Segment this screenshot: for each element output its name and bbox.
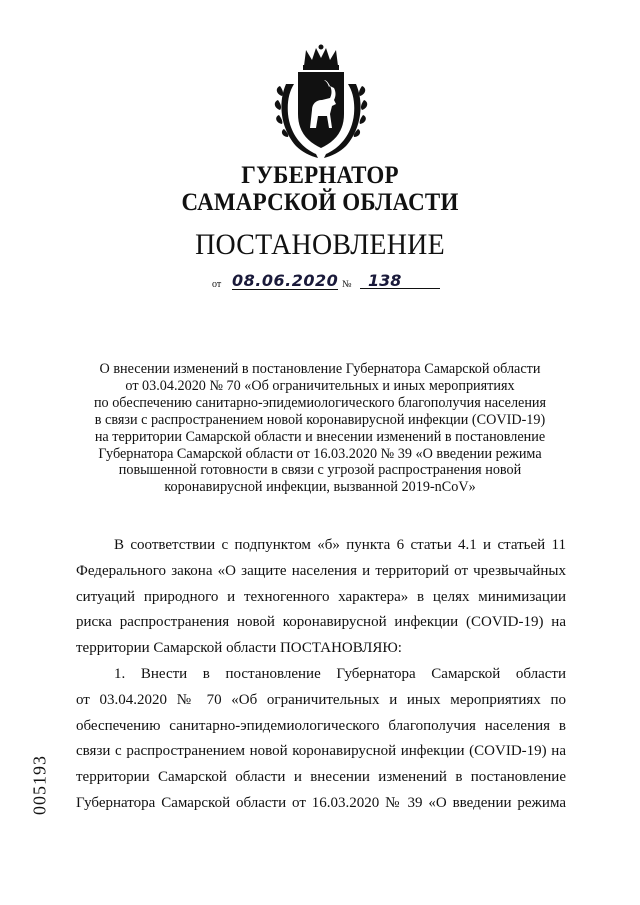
- document-body: [76, 533, 566, 817]
- document-number: 138: [360, 271, 440, 289]
- body-line: связи с распространением новой коронавирусной инфекции (COVID-19) на: [76, 743, 566, 760]
- body-line: 1. Внести в постановление Губернатора Самарской области: [114, 665, 566, 682]
- date-label: от: [212, 279, 222, 290]
- body-line: ситуаций природного и техногенного характера» в целях минимизации: [76, 588, 566, 605]
- document-subject: [60, 361, 580, 496]
- body-line: от 03.04.2020 № 70 «Об ограничительных и иных мероприятиях по: [76, 691, 566, 708]
- body-line: обеспечению санитарно-эпидемиологического благополучия населения в: [76, 717, 566, 734]
- body-line: территории Самарской области ПОСТАНОВЛЯЮ:: [76, 640, 402, 657]
- subject-line: на территории Самарской области и внесении изменений в постановление: [94, 428, 546, 445]
- date-number-line: [212, 271, 442, 295]
- body-line: Губернатора Самарской области от 16.03.2020 № 39 «О введении режима: [76, 794, 566, 811]
- number-label: №: [342, 279, 352, 290]
- subject-line: по обеспечению санитарно-эпидемиологического благополучия населения: [93, 394, 547, 411]
- subject-line: от 03.04.2020 № 70 «Об ограничительных и иных мероприятиях: [125, 377, 515, 394]
- document-date: 08.06.2020: [232, 271, 339, 290]
- subject-line: Губернатора Самарской области от 16.03.2020 № 39 «О введении режима: [98, 445, 542, 462]
- org-title-line2: САМАРСКОЙ ОБЛАСТИ: [181, 189, 459, 216]
- stamp-number: 005193: [29, 755, 50, 815]
- coat-of-arms-icon: [272, 44, 370, 160]
- subject-line: коронавирусной инфекции, вызванной 2019-nCoV»: [164, 479, 476, 496]
- body-line: территории Самарской области и внесении изменений в постановление: [76, 769, 566, 786]
- subject-line: повышенной готовности в связи с угрозой распространения новой: [118, 462, 522, 479]
- body-line: В соответствии с подпунктом «б» пункта 6 статьи 4.1 и статьей 11: [114, 537, 566, 553]
- body-line: Федерального закона «О защите населения и территорий от чрезвычайных: [76, 562, 566, 579]
- subject-line: в связи с распространением новой коронавирусной инфекции (COVID-19): [94, 411, 546, 428]
- document-type: ПОСТАНОВЛЕНИЕ: [195, 228, 445, 261]
- body-line: риска распространения новой коронавирусной инфекции (COVID-19) на: [76, 614, 566, 631]
- subject-line: О внесении изменений в постановление Губернатора Самарской области: [99, 361, 541, 377]
- org-title-line1: ГУБЕРНАТОР: [241, 162, 399, 189]
- registration-stamp: [28, 740, 52, 830]
